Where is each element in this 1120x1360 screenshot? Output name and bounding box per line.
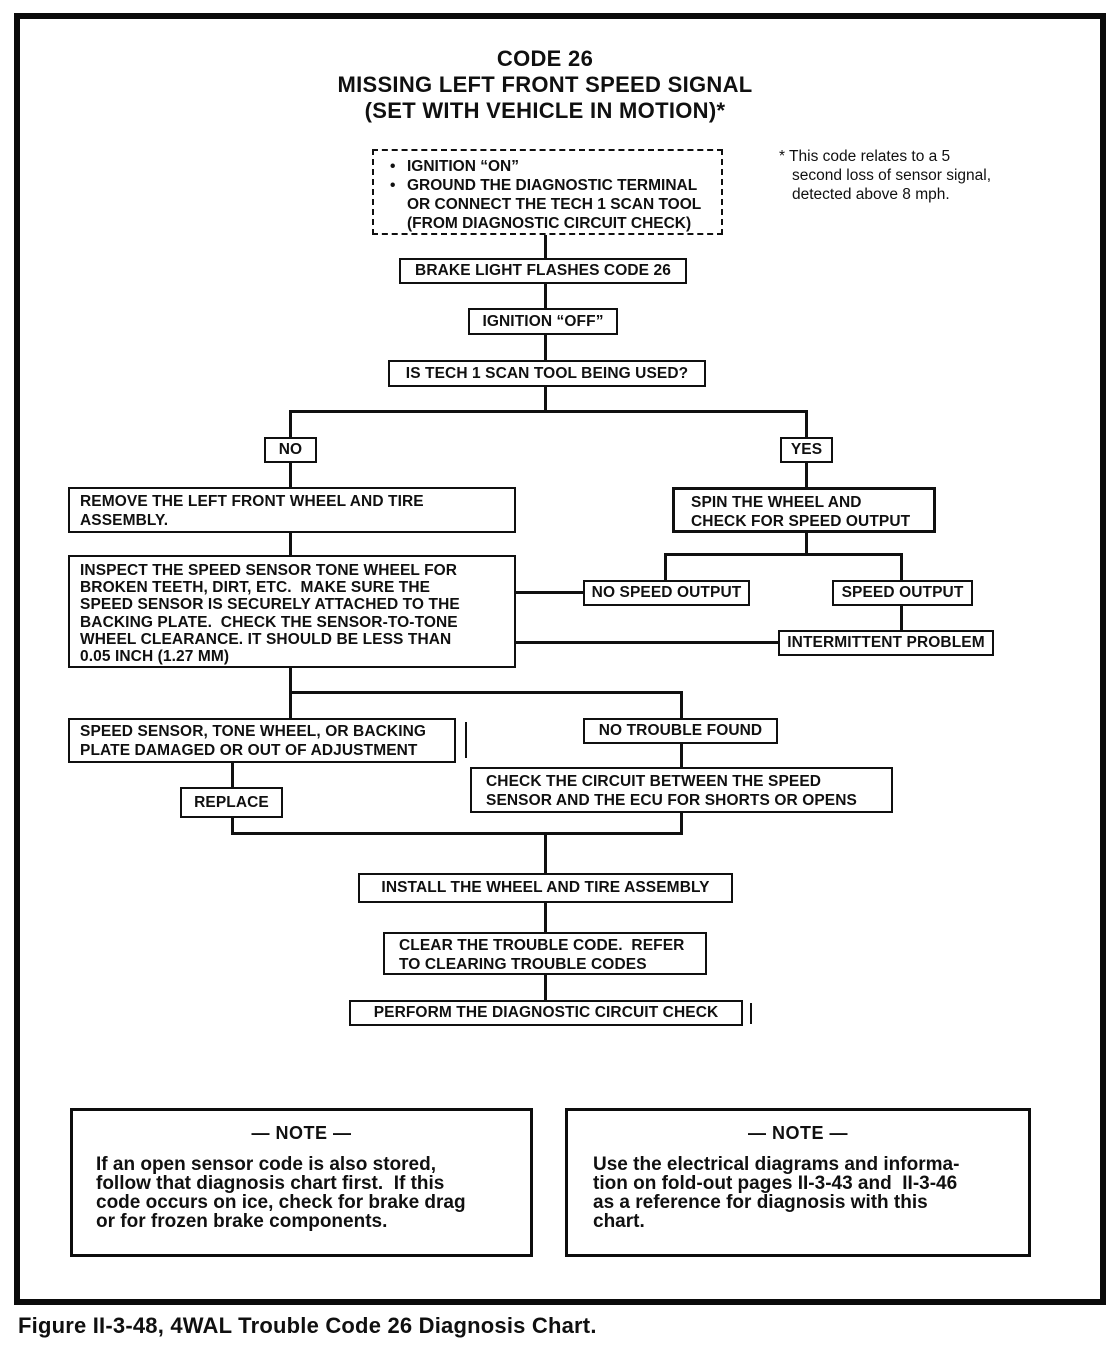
text-line: WHEEL CLEARANCE. IT SHOULD BE LESS THAN bbox=[80, 630, 452, 648]
text-line: SPEED SENSOR IS SECURELY ATTACHED TO THE bbox=[80, 596, 460, 614]
connector-line bbox=[231, 832, 683, 835]
text-line: 0.05 INCH (1.27 MM) bbox=[80, 648, 230, 666]
bullet-icon: • bbox=[390, 177, 396, 194]
title-line-3: (SET WITH VEHICLE IN MOTION)* bbox=[364, 98, 726, 123]
connector-line bbox=[900, 553, 903, 580]
flow-box-no-speed-output: NO SPEED OUTPUT bbox=[583, 580, 750, 606]
connector-line bbox=[231, 763, 234, 787]
text-line: REMOVE THE LEFT FRONT WHEEL AND TIRE bbox=[80, 493, 424, 510]
note-line: code occurs on ice, check for brake drag bbox=[96, 1192, 466, 1213]
precheck-item-1-text: IGNITION “ON” bbox=[407, 158, 519, 175]
flow-box-intermittent-problem: INTERMITTENT PROBLEM bbox=[778, 630, 994, 656]
flow-box-install-wheel: INSTALL THE WHEEL AND TIRE ASSEMBLY bbox=[358, 873, 733, 903]
flow-box-damaged-adjustment bbox=[68, 718, 456, 763]
flow-box-speed-output: SPEED OUTPUT bbox=[832, 580, 973, 606]
connector-line bbox=[680, 744, 683, 767]
connector-line bbox=[289, 410, 292, 437]
connector-line bbox=[544, 832, 547, 873]
text-line: BACKING PLATE. CHECK THE SENSOR-TO-TONE bbox=[80, 613, 458, 631]
title-line-2: MISSING LEFT FRONT SPEED SIGNAL bbox=[337, 72, 753, 97]
connector-line bbox=[544, 283, 547, 310]
flow-box-clear-code bbox=[383, 932, 707, 975]
connector-line bbox=[544, 235, 547, 258]
text-line: SENSOR AND THE ECU FOR SHORTS OR OPENS bbox=[486, 792, 857, 809]
footnote-line-1: * This code relates to a 5 bbox=[779, 148, 951, 165]
note-box-left bbox=[70, 1108, 533, 1257]
figure-caption: Figure II-3-48, 4WAL Trouble Code 26 Diagnosis Chart. bbox=[18, 1313, 597, 1338]
connector-line bbox=[516, 591, 583, 594]
connector-line bbox=[544, 903, 547, 932]
connector-line bbox=[805, 463, 808, 487]
text-line: SPIN THE WHEEL AND bbox=[691, 494, 862, 511]
scan-artifact-line bbox=[465, 722, 467, 758]
text-line: CHECK THE CIRCUIT BETWEEN THE SPEED bbox=[486, 773, 822, 790]
asterisk-footnote bbox=[779, 147, 1029, 204]
connector-line bbox=[289, 691, 683, 694]
flow-box-replace: REPLACE bbox=[180, 787, 283, 818]
text-line: INSPECT THE SPEED SENSOR TONE WHEEL FOR bbox=[80, 562, 458, 579]
flow-box-remove-wheel bbox=[68, 487, 516, 533]
page-title bbox=[245, 46, 845, 124]
connector-line bbox=[680, 813, 683, 834]
note-line: If an open sensor code is also stored, bbox=[96, 1154, 436, 1175]
text-line: TO CLEARING TROUBLE CODES bbox=[399, 956, 647, 973]
connector-line bbox=[516, 641, 778, 644]
connector-line bbox=[289, 410, 808, 413]
text-line: CHECK FOR SPEED OUTPUT bbox=[691, 513, 911, 530]
flow-box-precheck bbox=[372, 149, 723, 235]
precheck-item-2 bbox=[390, 176, 721, 233]
text-line: SPEED SENSOR, TONE WHEEL, OR BACKING bbox=[80, 723, 427, 740]
connector-line bbox=[680, 691, 683, 718]
scan-artifact-line bbox=[750, 1003, 752, 1024]
flow-box-spin-wheel bbox=[672, 487, 936, 533]
flow-box-inspect-sensor bbox=[68, 555, 516, 668]
bullet-icon: • bbox=[390, 158, 396, 175]
flow-box-no-trouble-found: NO TROUBLE FOUND bbox=[583, 718, 778, 744]
flow-box-no: NO bbox=[264, 437, 317, 463]
precheck-item-1 bbox=[390, 157, 721, 176]
flow-box-brake-light: BRAKE LIGHT FLASHES CODE 26 bbox=[399, 258, 687, 284]
flow-box-check-circuit bbox=[470, 767, 893, 813]
note-line: as a reference for diagnosis with this bbox=[593, 1192, 928, 1213]
footnote-line-3: detected above 8 mph. bbox=[792, 186, 950, 203]
connector-line bbox=[664, 553, 667, 580]
footnote-line-2: second loss of sensor signal, bbox=[792, 167, 992, 184]
flow-box-tech1-question: IS TECH 1 SCAN TOOL BEING USED? bbox=[388, 360, 706, 387]
connector-line bbox=[900, 606, 903, 630]
flow-box-ignition-off: IGNITION “OFF” bbox=[468, 308, 618, 335]
precheck-item-2-text bbox=[407, 176, 701, 233]
flow-box-perform-check: PERFORM THE DIAGNOSTIC CIRCUIT CHECK bbox=[349, 1000, 743, 1026]
text-line: PLATE DAMAGED OR OUT OF ADJUSTMENT bbox=[80, 742, 418, 759]
flow-box-yes: YES bbox=[780, 437, 833, 463]
text-line: OR CONNECT THE TECH 1 SCAN TOOL bbox=[407, 196, 702, 213]
note-line: Use the electrical diagrams and informa- bbox=[593, 1154, 960, 1175]
connector-line bbox=[289, 463, 292, 487]
text-line: (FROM DIAGNOSTIC CIRCUIT CHECK) bbox=[407, 215, 692, 232]
note-heading: — NOTE — bbox=[747, 1123, 848, 1143]
connector-line bbox=[805, 533, 808, 555]
text-line: ASSEMBLY. bbox=[80, 512, 169, 529]
connector-line bbox=[544, 334, 547, 361]
connector-line bbox=[544, 387, 547, 412]
text-line: CLEAR THE TROUBLE CODE. REFER bbox=[399, 937, 685, 954]
connector-line bbox=[805, 410, 808, 437]
connector-line bbox=[289, 533, 292, 555]
title-line-1: CODE 26 bbox=[496, 46, 594, 71]
note-heading: — NOTE — bbox=[251, 1123, 352, 1143]
text-line: GROUND THE DIAGNOSTIC TERMINAL bbox=[407, 177, 698, 194]
note-box-right bbox=[565, 1108, 1031, 1257]
note-line: tion on fold-out pages II-3-43 and II-3-46 bbox=[593, 1173, 958, 1194]
text-line: BROKEN TEETH, DIRT, ETC. MAKE SURE THE bbox=[80, 579, 431, 597]
connector-line bbox=[544, 975, 547, 1000]
note-line: chart. bbox=[593, 1211, 645, 1232]
note-line: follow that diagnosis chart first. If this bbox=[96, 1173, 445, 1194]
note-line: or for frozen brake components. bbox=[96, 1211, 388, 1232]
connector-line bbox=[664, 553, 903, 556]
